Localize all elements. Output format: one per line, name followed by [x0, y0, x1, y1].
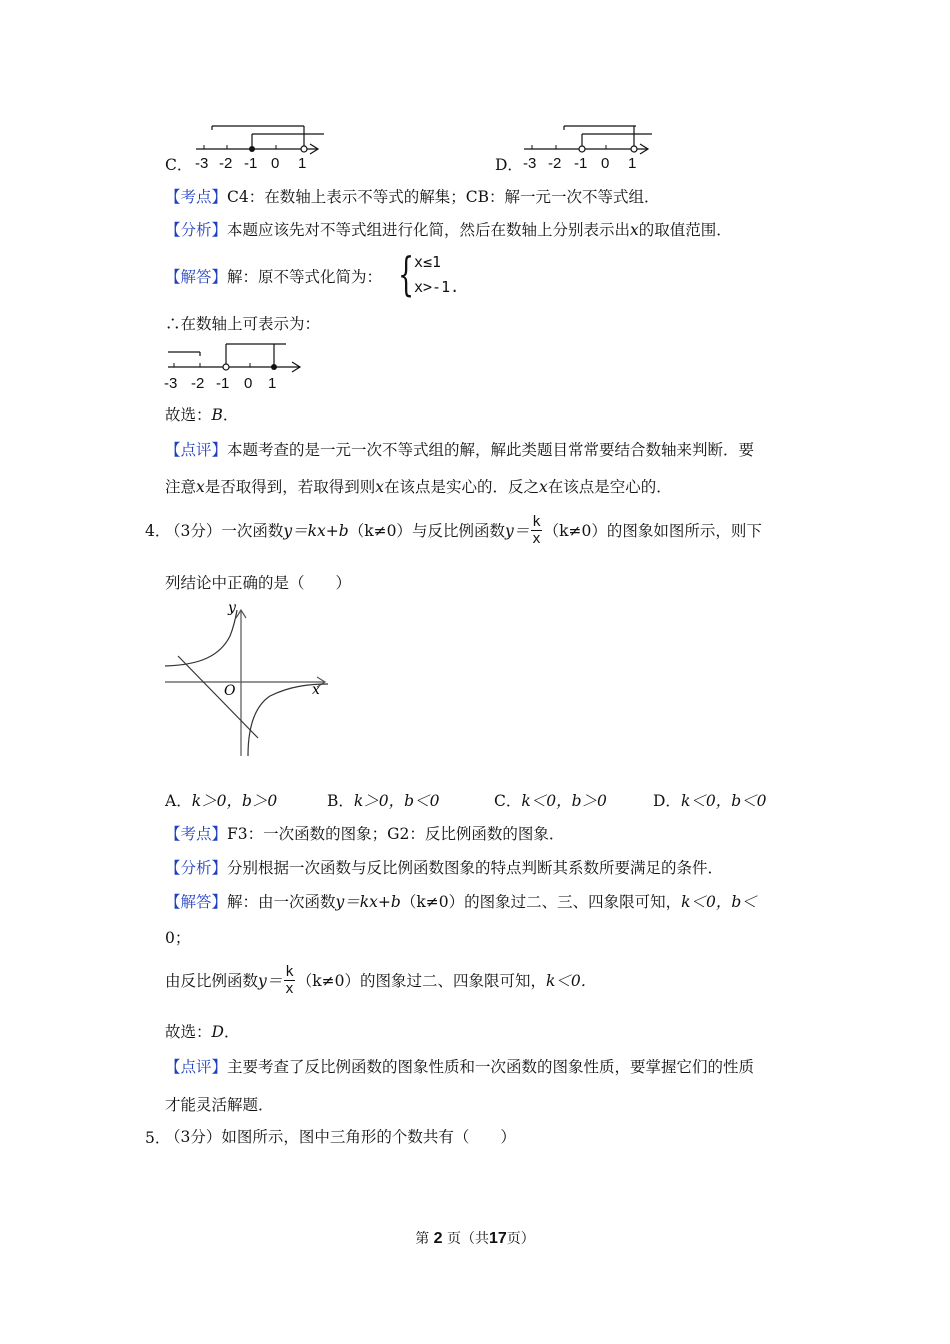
tick-label: 0	[601, 155, 610, 172]
q4-stem: （3分）一次函数y＝kx+b（k≠0）与反比例函数y＝ $\frac{k}{x}$ （k≠0）的图象如图所示，则下	[165, 514, 762, 547]
dianping-tag: 【点评】	[165, 1058, 228, 1076]
x-axis-label: x	[312, 682, 320, 698]
total-pages: 17	[489, 1230, 507, 1247]
q4-number: 4．	[145, 522, 171, 540]
q4-option-c: C．k＜0，b＞0	[494, 792, 607, 810]
page-footer: 第 2 页（共17页）	[415, 1230, 535, 1247]
tick-label: 0	[244, 375, 253, 392]
answer-letter: B	[211, 406, 223, 424]
tick-label: 1	[268, 375, 277, 392]
answer-number-line	[160, 338, 310, 392]
q5-number: 5．	[145, 1129, 171, 1147]
tick-label: -2	[191, 375, 205, 392]
jieda-tag: 【解答】	[165, 268, 228, 286]
jieda-text: 解：原不等式化简为：	[227, 268, 383, 286]
tick-label: -3	[523, 155, 537, 172]
fenxi-tag: 【分析】	[165, 221, 228, 239]
answer-letter: D	[211, 1023, 224, 1041]
y-axis-label: y	[228, 600, 236, 616]
tick-label: -2	[548, 155, 562, 172]
option-c-label: C．	[165, 156, 193, 174]
kaodian-tag: 【考点】	[165, 188, 228, 206]
system-row-2: x>-1.	[414, 278, 460, 296]
q4-jieda-line2: 0；	[165, 929, 191, 947]
q4-stem-line2: 列结论中正确的是（ ）	[165, 574, 352, 592]
page-number: 2	[433, 1230, 443, 1247]
option-c-number-line	[190, 120, 330, 172]
fraction-k-over-x: $\frac{k}{x}$	[532, 514, 541, 547]
q4-dianping-line2: 才能灵活解题．	[165, 1096, 274, 1114]
fenxi-tag: 【分析】	[165, 859, 228, 877]
fraction-k-over-x: $\frac{k}{x}$	[285, 964, 294, 997]
q3-dianping	[165, 439, 754, 461]
var-x: x	[630, 221, 639, 239]
jieda-tag: 【解答】	[165, 893, 228, 911]
q3-jieda	[165, 266, 382, 288]
fenxi-text: 本题应该先对不等式组进行化简，然后在数轴上分别表示出	[227, 221, 631, 239]
tick-label: 1	[628, 155, 637, 172]
system-row-1: x≤1	[414, 253, 442, 271]
inverse-equation: y＝	[504, 522, 530, 540]
q4-jieda: 【解答】解：由一次函数y＝kx+b（k≠0）的图象过二、三、四象限可知，k＜0，b＜	[165, 893, 757, 911]
kaodian-tag: 【考点】	[165, 825, 228, 843]
therefore-text: ∴在数轴上可表示为：	[165, 315, 321, 333]
q4-dianping: 【点评】主要考查了反比例函数的图象性质和一次函数的图象性质，要掌握它们的性质	[165, 1058, 755, 1076]
q4-jieda-line3: 由反比例函数y＝ $\frac{k}{x}$ （k≠0）的图象过二、四象限可知，k＜0．	[165, 964, 597, 997]
fenxi-text-end: 的取值范围．	[638, 221, 732, 239]
tick-label: -1	[216, 375, 230, 392]
q4-option-b: B．k＞0，b＜0	[327, 792, 440, 810]
q3-answer: 故选：B．	[165, 406, 239, 424]
q4-option-a: A．k＞0，b＞0	[165, 792, 278, 810]
tick-label: 1	[298, 155, 307, 172]
tick-label: -1	[574, 155, 588, 172]
q3-dianping-line2: 注意x是否取得到，若取得到则x在该点是实心的．反之x在该点是空心的．	[165, 478, 672, 496]
tick-label: 0	[271, 155, 280, 172]
dianping-text: 本题考查的是一元一次不等式组的解，解此类题目常常要结合数轴来判断．要	[227, 441, 755, 459]
tick-label: -3	[195, 155, 209, 172]
kaodian-text: C4：在数轴上表示不等式的解集；CB：解一元一次不等式组．	[227, 188, 660, 206]
q5-stem: （3分）如图所示，图中三角形的个数共有（ ）	[165, 1128, 516, 1146]
q4-kaodian: 【考点】F3：一次函数的图象；G2：反比例函数的图象．	[165, 825, 565, 843]
tick-label: -1	[244, 155, 258, 172]
q4-option-d: D．k＜0，b＜0	[653, 792, 767, 810]
option-d-label: D．	[495, 156, 523, 174]
origin-label: O	[224, 683, 236, 699]
linear-equation: y＝kx+b	[283, 522, 349, 540]
inequality-system	[398, 247, 488, 307]
q3-kaodian	[165, 186, 660, 208]
function-graph	[160, 596, 340, 766]
q3-fenxi	[165, 219, 732, 241]
option-d-number-line	[518, 120, 658, 172]
tick-label: -3	[164, 375, 178, 392]
tick-label: -2	[219, 155, 233, 172]
brace: {	[398, 247, 415, 301]
q4-answer: 故选：D．	[165, 1023, 240, 1041]
q4-fenxi: 【分析】分别根据一次函数与反比例函数图象的特点判断其系数所要满足的条件．	[165, 859, 724, 877]
dianping-tag: 【点评】	[165, 441, 228, 459]
